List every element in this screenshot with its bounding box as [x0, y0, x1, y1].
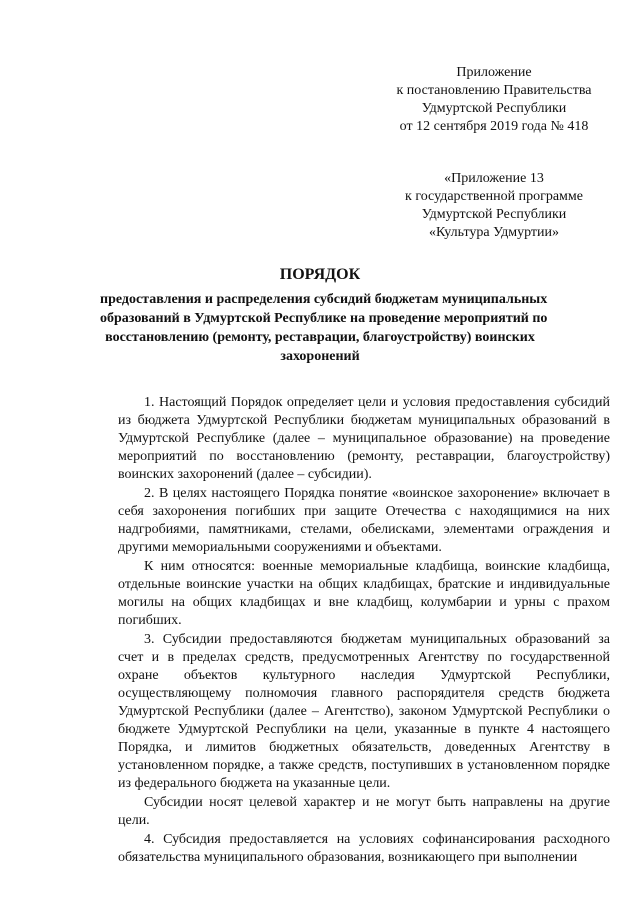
appendix-line: Приложение [456, 65, 532, 80]
document-body [118, 394, 610, 867]
subtitle-line: образований в Удмуртской Республике на проведение мероприятий по [100, 311, 548, 326]
subtitle-line: восстановлению (ремонту, реставрации, благоустройству) воинских [105, 330, 535, 345]
appendix-header [364, 64, 624, 136]
program-appendix-line: «Приложение 13 [444, 171, 544, 186]
paragraph-purpose: Субсидии носят целевой характер и не могут быть направлены на другие цели. [118, 795, 610, 828]
paragraph-2: 2. В целях настоящего Порядка понятие «воинское захоронение» включает в себя захоронения погибших при защите Отечества с находящимися на них надгробиями, памятниками, стелами, обелисками, элементами ограждения и другими мемориальными сооружениями и объектами. [118, 486, 610, 555]
program-appendix-line: к государственной программе [405, 189, 583, 204]
paragraph-burial-types: К ним относятся: военные мемориальные кладбища, воинские кладбища, отдельные воинские участки на общих кладбищах, братские и индивидуальные могилы на общих кладбищах и вне кладбищ, колумбарии и урны с прахом погибших. [118, 559, 610, 628]
program-appendix-line: Удмуртской Республики [421, 207, 567, 222]
appendix-line: Удмуртской Республики [421, 101, 567, 116]
subtitle-line: предоставления и распределения субсидий бюджетам муниципальных [100, 292, 548, 307]
program-appendix-line: «Культура Удмуртии» [428, 225, 559, 240]
document-subtitle [100, 290, 548, 366]
subtitle-line: захоронений [280, 349, 360, 364]
paragraph-3: 3. Субсидии предоставляются бюджетам муниципальных образований за счет и в пределах средств, предусмотренных Агентству по государственной охране объектов культурного наследия Удмуртской Республики, осуществляющему полномочия главного распорядителя средств бюджета Удмуртской Республики (далее – Агентство), законом Удмуртской Республики о бюджете Удмуртской Республики на цели, указанные в пункте 4 настоящего Порядка, и лимитов бюджетных обязательств, доведенных Агентству в установленном порядке, а также средств, поступивших в установленном порядке из федерального бюджета на указанные цели. [118, 632, 610, 791]
appendix-line: от 12 сентября 2019 года № 418 [399, 119, 589, 134]
document-title: ПОРЯДОК [279, 266, 361, 283]
appendix-line: к постановлению Правительства [396, 83, 592, 98]
paragraph-1: 1. Настоящий Порядок определяет цели и условия предоставления субсидий из бюджета Удмуртской Республики бюджетам муниципальных образований в Удмуртской Республике (далее – муниципальное образование) на проведение мероприятий по восстановлению (ремонту, реставрации, благоустройству) воинских захоронений (далее – субсидии). [118, 395, 610, 482]
program-appendix-header [364, 170, 624, 242]
paragraph-4: 4. Субсидия предоставляется на условиях софинансирования расходного обязательства муниципального образования, возникающего при выполнении [118, 832, 610, 865]
